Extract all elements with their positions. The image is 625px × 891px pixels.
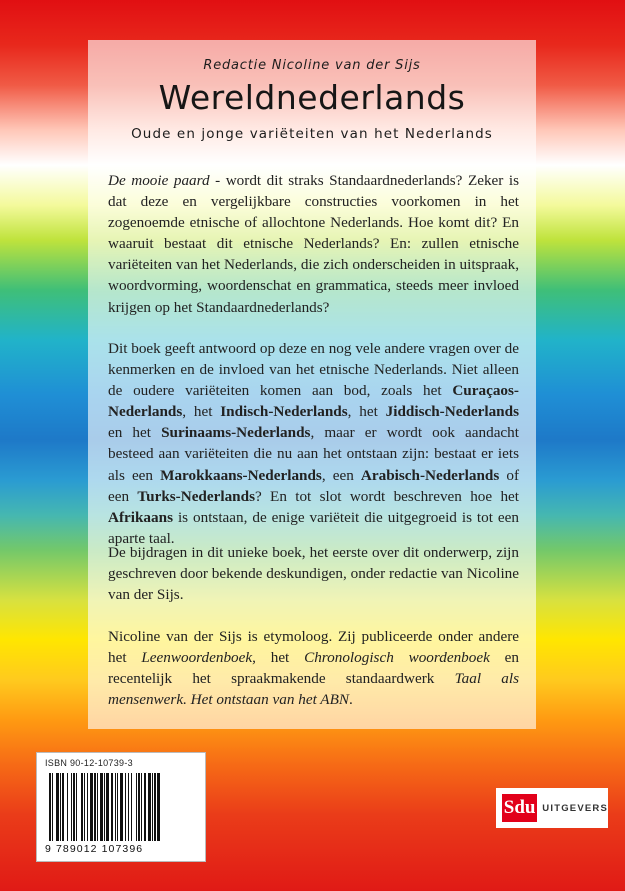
text-run: , het (252, 649, 305, 667)
text-run: Leenwoordenboek (141, 649, 253, 667)
blurb-paragraph-2 (108, 338, 519, 549)
text-run: Arabisch-Nederlands (360, 466, 500, 484)
editor-credit: Redactie Nicoline van der Sijs (203, 58, 421, 73)
text-run: De mooie paard (108, 172, 210, 189)
text-run: Jiddisch-Nederlands (385, 403, 519, 421)
text-run: . (349, 691, 353, 709)
blurb-paragraph-1 (108, 170, 519, 318)
publisher-logo (496, 788, 608, 828)
barcode-icon (49, 773, 195, 841)
text-run: en het (108, 424, 162, 442)
text-run: Surinaams-Nederlands (161, 424, 311, 442)
text-run: ? En tot slot wordt beschreven hoe het (254, 487, 519, 505)
text-run: Marokkaans-Nederlands (160, 466, 322, 484)
text-run: , maar er wordt ook aandacht besteed aan variëteiten die nu aan het ontstaan zijn: bestaat er iets als een (108, 424, 519, 484)
text-run: Chronologisch woordenboek (304, 649, 490, 667)
sdu-logo-mark: Sdu (502, 794, 537, 822)
barcode-label (36, 752, 206, 862)
text-run: , het (182, 403, 221, 421)
text-run: , een (321, 466, 361, 484)
blurb-paragraph-3 (108, 542, 519, 605)
text-run: Turks-Nederlands (137, 487, 255, 505)
text-run: Dit boek geeft antwoord op deze en nog vele andere vragen over de kenmerken en de invloed van het etnische Nederlands. Niet alleen de oudere variëteiten komen aan bod, zoals het (108, 340, 519, 400)
author-bio-paragraph (108, 626, 519, 710)
text-run: Afrikaans (108, 508, 173, 526)
text-run: Curaçaos-Nederlands (108, 382, 519, 421)
text-run: , het (347, 403, 386, 421)
isbn-number: ISBN 90-12-10739-3 (45, 758, 133, 768)
text-run: is ontstaan, de enige variëteit die uitgegroeid is tot een aparte taal. (108, 508, 519, 547)
text-run: Taal als mensenwerk. Het ontstaan van het ABN (108, 670, 519, 709)
text-run: of een (108, 466, 520, 505)
ean-number: 9 789012 107396 (45, 843, 144, 855)
book-subtitle: Oude en jonge variëteiten van het Nederlands (131, 126, 493, 142)
book-title: Wereldnederlands (158, 78, 466, 117)
text-run: en recentelijk het spraakmakende standaardwerk (108, 649, 519, 688)
text-run: - wordt dit straks Standaardnederlands? Zeker is dat deze en vergelijkbare constructies voorkomen in het zogenoemde etnische of allochtone Nederlands. Hoe komt dit? En waaruit bestaat dit etnische Nederlands? En: zullen etnische variëteiten van het Nederlands, die zich onderscheiden in uitspraak, woordvorming, woordenschat en grammatica, steeds meer invloed krijgen op het Standaardnederlands? (108, 172, 520, 316)
text-run: Indisch-Nederlands (220, 403, 348, 421)
text-run: Nicoline van der Sijs is etymoloog. Zij publiceerde onder andere het (108, 628, 519, 667)
publisher-name: UITGEVERS (542, 802, 608, 814)
text-run: De bijdragen in dit unieke boek, het eerste over dit onderwerp, zijn geschreven door bekende deskundigen, onder redactie van Nicoline van der Sijs. (108, 544, 519, 604)
